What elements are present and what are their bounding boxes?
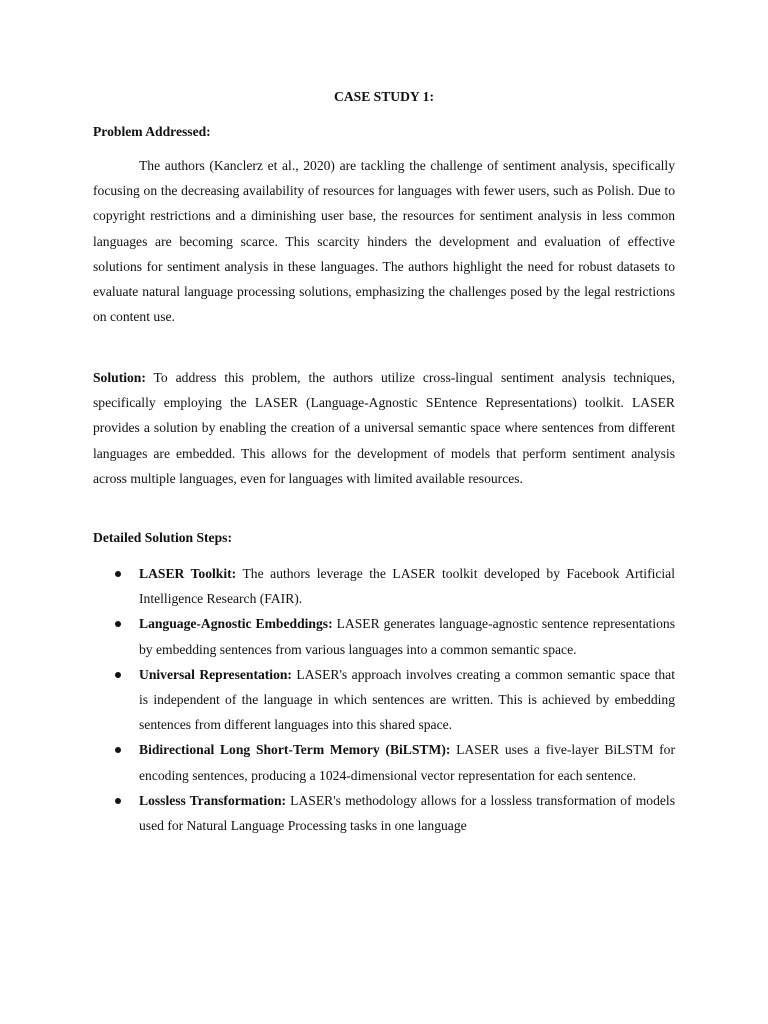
step-label: Universal Representation:: [139, 666, 292, 682]
step-text: The authors leverage the LASER toolkit developed by Facebook Artificial Intelligence Research (FAIR).: [139, 566, 675, 607]
solution-paragraph: [93, 365, 675, 491]
bullet-icon: [115, 571, 121, 577]
list-item: [93, 788, 675, 838]
list-item: [93, 611, 675, 661]
step-text: LASER's approach involves creating a common semantic space that is independent of the language in which sentences are written. This is achieved by embedding sentences from different languages into this shared space.: [139, 666, 675, 733]
steps-heading: Detailed Solution Steps:: [93, 530, 232, 545]
step-label: Bidirectional Long Short-Term Memory (BiLSTM):: [139, 742, 451, 758]
step-label: Lossless Transformation:: [139, 792, 287, 808]
step-label: LASER Toolkit:: [139, 566, 237, 581]
problem-paragraph: The authors (Kanclerz et al., 2020) are tackling the challenge of sentiment analysis, specifically focusing on the decreasing availability of resources for languages with fewer users, such as Polish. Due to copyright restrictions and a diminishing user base, the resources for sentiment analysis in less common languages are becoming scarce. This scarcity hinders the development and evaluation of effective solutions for sentiment analysis in these languages. The authors highlight the need for robust datasets to evaluate natural language processing solutions, emphasizing the challenges posed by the legal restrictions on content use.: [93, 158, 675, 325]
step-text: LASER uses a five-layer BiLSTM for encoding sentences, producing a 1024-dimensional vector representation for each sentence.: [139, 742, 675, 783]
list-item: [93, 662, 675, 738]
document-title: CASE STUDY 1:: [334, 89, 434, 104]
list-item: [93, 737, 675, 787]
bullet-icon: [115, 621, 121, 627]
step-text: LASER's methodology allows for a lossless transformation of models used for Natural Language Processing tasks in one language: [139, 792, 675, 834]
problem-heading: Problem Addressed:: [93, 124, 211, 139]
steps-list: [93, 561, 675, 838]
step-text: LASER generates language-agnostic sentence representations by embedding sentences from various languages into a common semantic space.: [139, 616, 675, 657]
solution-text: To address this problem, the authors utilize cross-lingual sentiment analysis techniques, specifically employing the LASER (Language-Agnostic SEntence Representations) toolkit. LASER provides a solution by enabling the creation of a universal semantic space where sentences from different languages are embedded. This allows for the development of models that perform sentiment analysis across multiple languages, even for languages with limited available resources.: [93, 370, 675, 486]
bullet-icon: [115, 747, 121, 753]
bullet-icon: [115, 672, 121, 678]
list-item: [93, 561, 675, 611]
step-label: Language-Agnostic Embeddings:: [139, 616, 333, 632]
bullet-icon: [115, 798, 121, 804]
solution-label: Solution:: [93, 370, 146, 385]
